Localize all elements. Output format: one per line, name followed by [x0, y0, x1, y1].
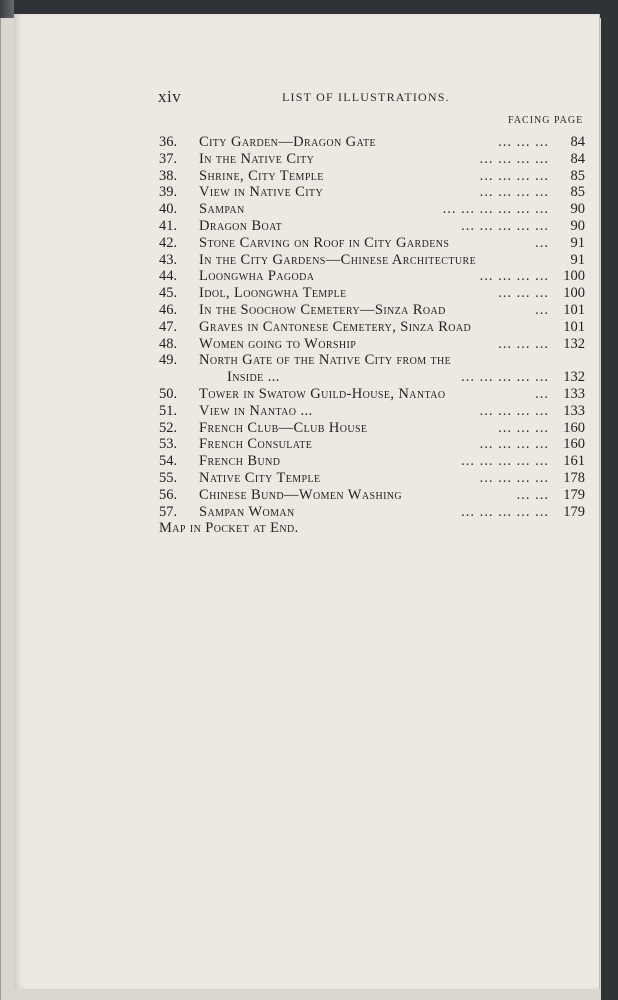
item-title: French Club—Club House	[199, 419, 368, 436]
dot-leader: ... ... ... ... ...	[461, 217, 549, 234]
list-item	[159, 268, 585, 285]
item-title: Dragon Boat	[199, 217, 283, 234]
item-title-continuation: Inside ...	[227, 369, 280, 386]
item-title: Native City Temple	[199, 469, 321, 486]
item-page: 85	[570, 167, 585, 184]
list-item	[159, 302, 585, 319]
page-number: xiv	[158, 87, 182, 106]
item-title: In the City Gardens—Chinese Architecture	[199, 251, 477, 268]
dot-leader: ... ...	[516, 486, 549, 503]
list-item	[159, 201, 585, 218]
item-page: 160	[563, 436, 585, 453]
item-number: 53.	[159, 436, 178, 453]
item-page: 133	[563, 385, 585, 402]
dot-leader: ...	[535, 385, 549, 402]
item-page: 161	[563, 453, 585, 470]
item-page: 179	[563, 503, 585, 520]
list-item	[159, 386, 585, 403]
item-page: 178	[563, 469, 585, 486]
item-title: Chinese Bund—Women Washing	[199, 486, 403, 503]
item-page: 160	[563, 419, 585, 436]
item-page: 84	[570, 134, 585, 150]
item-number: 41.	[159, 217, 178, 234]
item-title: Loongwha Pagoda	[199, 268, 315, 285]
item-title: Sampan	[199, 201, 245, 218]
item-page: 85	[570, 184, 585, 201]
list-item	[159, 470, 585, 487]
item-number: 52.	[159, 419, 178, 436]
dot-leader: ...	[535, 234, 549, 251]
facing-page-heading: FACING PAGE	[508, 115, 584, 126]
item-title: View in Nantao ...	[199, 402, 313, 419]
list-item	[159, 436, 585, 453]
dot-leader: ... ... ... ...	[479, 268, 549, 285]
list-item	[159, 184, 585, 201]
list-item	[159, 453, 585, 470]
item-title: French Consulate	[199, 436, 313, 453]
item-number: 42.	[159, 234, 178, 251]
item-page: 101	[563, 318, 585, 335]
list-item	[159, 134, 585, 151]
item-page: 100	[563, 285, 585, 302]
item-page: 90	[570, 201, 585, 218]
list-item	[159, 252, 585, 269]
illustrations-list	[159, 134, 585, 537]
list-item	[159, 336, 585, 353]
item-title: North Gate of the Native City from the	[199, 352, 452, 369]
list-item	[159, 487, 585, 504]
dot-leader: ... ... ... ... ...	[461, 369, 549, 386]
dot-leader: ... ... ... ...	[479, 167, 549, 184]
item-title: French Bund	[199, 453, 281, 470]
item-page: 100	[563, 268, 585, 285]
book-page	[14, 14, 599, 989]
list-item	[159, 168, 585, 185]
list-item	[159, 504, 585, 521]
dot-leader: ... ... ...	[498, 419, 549, 436]
item-page: 132	[563, 335, 585, 352]
dot-leader: ... ... ...	[498, 134, 549, 150]
item-page: 84	[570, 150, 585, 167]
item-page: 91	[570, 234, 585, 251]
list-item	[159, 151, 585, 168]
dot-leader: ... ... ... ... ...	[461, 453, 549, 470]
dot-leader: ...	[535, 301, 549, 318]
list-item	[159, 235, 585, 252]
dot-leader: ... ... ... ...	[479, 436, 549, 453]
item-title: View in Native City	[199, 184, 324, 201]
item-page: 91	[570, 251, 585, 268]
item-number: 43.	[159, 251, 178, 268]
list-item-continuation	[159, 369, 585, 386]
dot-leader: ... ... ...	[498, 285, 549, 302]
dot-leader: ... ... ... ... ...	[461, 503, 549, 520]
running-head: LIST OF ILLUSTRATIONS.	[282, 90, 450, 104]
item-title: City Garden—Dragon Gate	[199, 134, 377, 150]
item-number: 51.	[159, 402, 178, 419]
item-number: 55.	[159, 469, 178, 486]
list-item	[159, 319, 585, 336]
list-item	[159, 285, 585, 302]
item-number: 48.	[159, 335, 178, 352]
item-number: 38.	[159, 167, 178, 184]
item-number: 57.	[159, 503, 178, 520]
item-title: Shrine, City Temple	[199, 167, 324, 184]
item-page: 101	[563, 301, 585, 318]
item-page: 179	[563, 486, 585, 503]
item-page: 90	[570, 217, 585, 234]
item-title: Sampan Woman	[199, 503, 295, 520]
dot-leader: ... ... ...	[498, 335, 549, 352]
item-number: 36.	[159, 134, 178, 150]
list-item	[159, 352, 585, 369]
item-number: 56.	[159, 486, 178, 503]
item-page: 133	[563, 402, 585, 419]
item-title: In the Native City	[199, 150, 315, 167]
dot-leader: ... ... ... ...	[479, 184, 549, 201]
item-page: 132	[563, 369, 585, 386]
dot-leader: ... ... ... ... ... ...	[442, 201, 549, 218]
item-number: 47.	[159, 318, 178, 335]
item-title: Women going to Worship	[199, 335, 357, 352]
item-number: 50.	[159, 385, 178, 402]
item-number: 40.	[159, 201, 178, 218]
list-item	[159, 218, 585, 235]
item-number: 39.	[159, 184, 178, 201]
item-title: Tower in Swatow Guild-House, Nantao	[199, 385, 446, 402]
item-number: 44.	[159, 268, 178, 285]
item-number: 54.	[159, 453, 178, 470]
dot-leader: ... ... ... ...	[479, 150, 549, 167]
list-item	[159, 420, 585, 437]
map-note: Map in Pocket at End.	[159, 520, 299, 537]
dot-leader: ... ... ... ...	[479, 402, 549, 419]
item-title: Graves in Cantonese Cemetery, Sinza Road	[199, 318, 472, 335]
item-title: Stone Carving on Roof in City Gardens	[199, 234, 450, 251]
item-number: 37.	[159, 150, 178, 167]
dot-leader: ... ... ... ...	[479, 469, 549, 486]
item-title: Idol, Loongwha Temple	[199, 285, 347, 302]
list-item	[159, 403, 585, 420]
item-number: 46.	[159, 301, 178, 318]
item-title: In the Soochow Cemetery—Sinza Road	[199, 301, 446, 318]
item-number: 49.	[159, 352, 178, 369]
item-number: 45.	[159, 285, 178, 302]
